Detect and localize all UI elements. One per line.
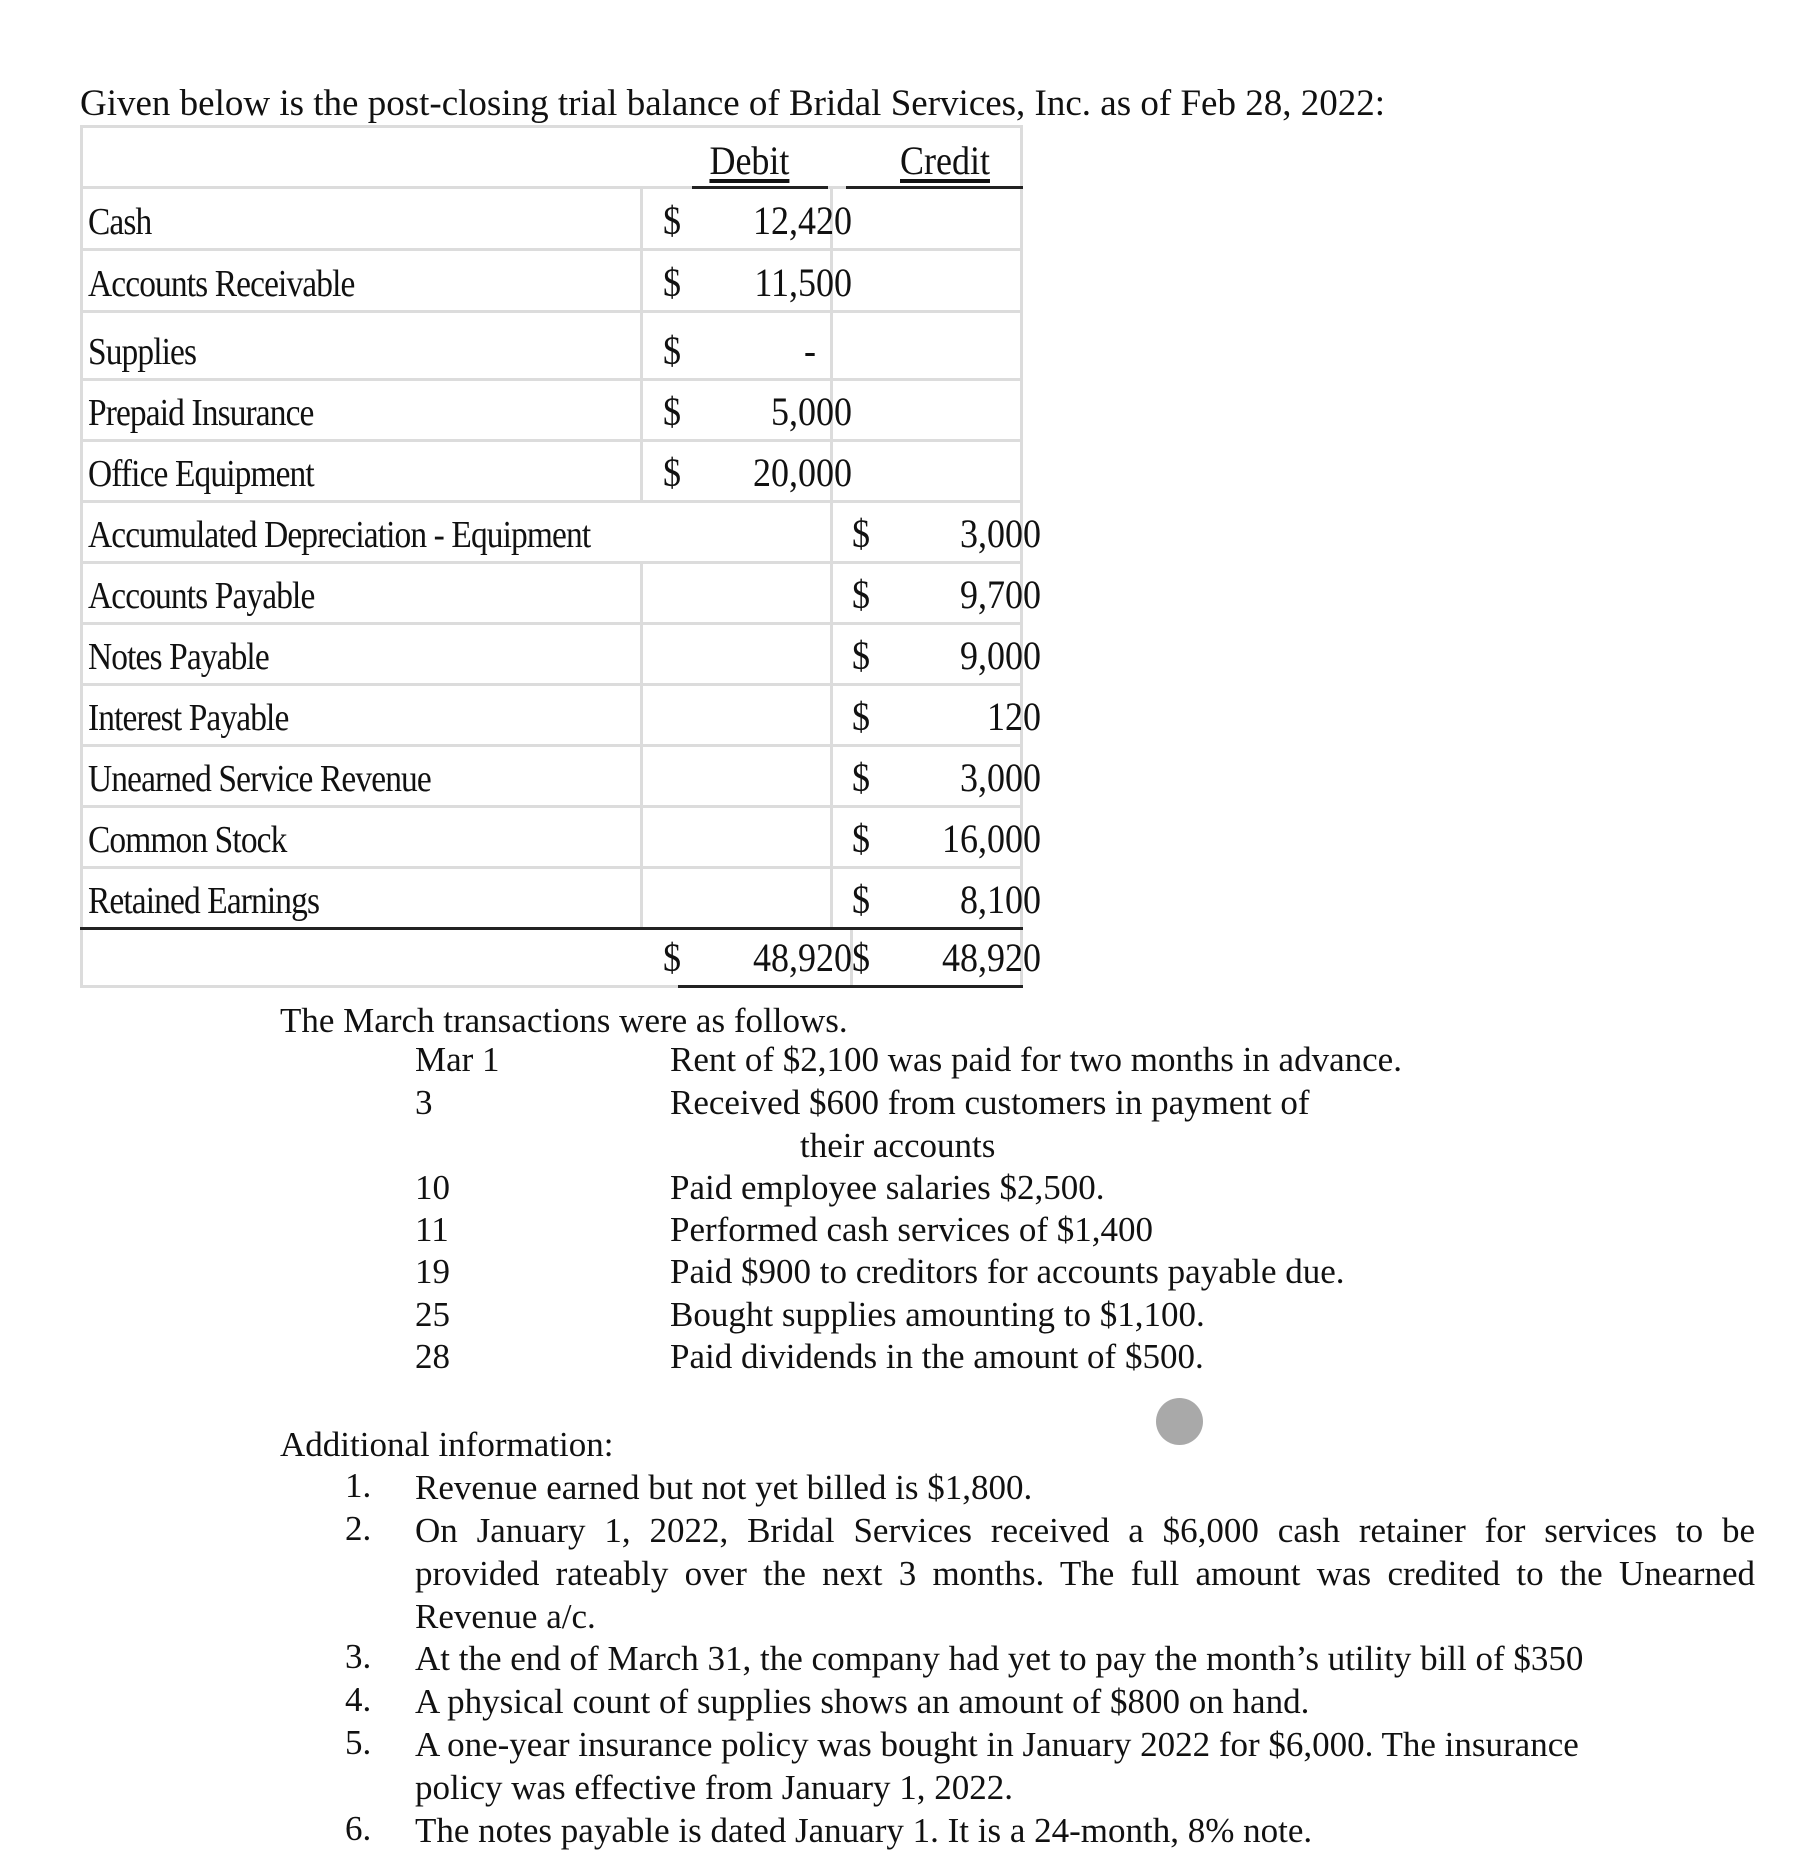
debit-amount: $ 20,000 xyxy=(663,450,852,495)
total-debit: $ 48,920 xyxy=(663,935,852,980)
list-number: 2. xyxy=(345,1509,372,1548)
list-number: 1. xyxy=(345,1466,372,1505)
transaction-day: 19 xyxy=(415,1252,450,1291)
list-number: 3. xyxy=(345,1637,372,1676)
account-name: Accounts Payable xyxy=(88,575,315,617)
list-number: 4. xyxy=(345,1680,372,1719)
list-item-text: policy was effective from January 1, 2022. xyxy=(415,1768,1014,1807)
list-item-text: The notes payable is dated January 1. It is a 24-month, 8% note. xyxy=(415,1811,1313,1850)
transaction-description-cont: their accounts xyxy=(800,1126,996,1165)
gray-dot xyxy=(1156,1398,1203,1445)
transaction-description: Paid $900 to creditors for accounts payable due. xyxy=(670,1252,1345,1291)
list-number: 5. xyxy=(345,1723,372,1762)
credit-amount: $ 8,100 xyxy=(852,877,1041,922)
intro-text: Given below is the post-closing trial balance of Bridal Services, Inc. as of Feb 28, 2022: xyxy=(80,83,1385,124)
list-item-text: On January 1, 2022, Bridal Services received a $6,000 cash retainer for services to be xyxy=(415,1511,1755,1550)
account-name: Cash xyxy=(88,201,152,243)
trial-balance-table xyxy=(80,125,1041,988)
list-item-text: Revenue earned but not yet billed is $1,800. xyxy=(415,1468,1033,1507)
list-item-text: At the end of March 31, the company had yet to pay the month’s utility bill of $350 xyxy=(415,1639,1584,1678)
account-name: Accumulated Depreciation - Equipment xyxy=(88,514,591,556)
table-row xyxy=(80,313,1023,381)
credit-header: Credit xyxy=(899,138,990,183)
list-item-text: A physical count of supplies shows an amount of $800 on hand. xyxy=(415,1682,1310,1721)
transaction-day: 11 xyxy=(415,1210,449,1249)
account-name: Supplies xyxy=(88,331,197,373)
credit-amount: $ 3,000 xyxy=(852,511,1041,556)
account-name: Unearned Service Revenue xyxy=(88,758,431,800)
debit-header: Debit xyxy=(709,138,790,183)
transaction-day: 28 xyxy=(415,1337,450,1376)
list-item-text: provided rateably over the next 3 months. The full amount was credited to the Unearned xyxy=(415,1554,1755,1593)
additional-info-heading: Additional information: xyxy=(280,1425,614,1464)
table-row xyxy=(80,808,1041,869)
account-name: Accounts Receivable xyxy=(88,263,355,305)
transaction-description: Paid employee salaries $2,500. xyxy=(670,1168,1105,1207)
account-name: Prepaid Insurance xyxy=(88,392,314,434)
credit-amount: $ 16,000 xyxy=(852,816,1041,861)
table-row xyxy=(80,381,1023,442)
transaction-description: Bought supplies amounting to $1,100. xyxy=(670,1295,1205,1334)
credit-amount: $ 120 xyxy=(852,694,1041,739)
transaction-day: 10 xyxy=(415,1168,450,1207)
account-name: Office Equipment xyxy=(88,453,314,495)
credit-amount: $ 9,700 xyxy=(852,572,1041,617)
transaction-description: Paid dividends in the amount of $500. xyxy=(670,1337,1204,1376)
table-row xyxy=(80,503,1041,564)
debit-amount: $ 11,500 xyxy=(663,260,852,305)
list-number: 6. xyxy=(345,1809,372,1848)
list-item-text: A one-year insurance policy was bought in January 2022 for $6,000. The insurance xyxy=(415,1725,1579,1764)
credit-amount: $ 3,000 xyxy=(852,755,1041,800)
account-name: Retained Earnings xyxy=(88,880,320,922)
transaction-description: Performed cash services of $1,400 xyxy=(670,1210,1154,1249)
list-item-text: Revenue a/c. xyxy=(415,1597,596,1636)
account-name: Notes Payable xyxy=(88,636,269,678)
table-header-row xyxy=(80,125,1023,189)
table-row xyxy=(80,686,1041,747)
account-name: Interest Payable xyxy=(88,697,289,739)
transaction-day: 3 xyxy=(415,1083,433,1122)
totals-row xyxy=(80,930,1041,988)
table-row xyxy=(80,442,1023,503)
transactions-heading: The March transactions were as follows. xyxy=(280,1001,848,1040)
transaction-description: Received $600 from customers in payment of xyxy=(670,1083,1310,1122)
credit-amount: $ 9,000 xyxy=(852,633,1041,678)
transaction-description: Rent of $2,100 was paid for two months in advance. xyxy=(670,1040,1402,1079)
table-row xyxy=(80,625,1041,686)
table-row xyxy=(80,251,1023,313)
debit-amount: $ - xyxy=(663,328,816,373)
table-row xyxy=(80,189,1023,251)
debit-amount: $ 12,420 xyxy=(663,198,852,243)
account-name: Common Stock xyxy=(88,819,287,861)
transaction-day: Mar 1 xyxy=(415,1040,500,1079)
table-row xyxy=(80,747,1041,808)
table-row xyxy=(80,564,1041,625)
debit-amount: $ 5,000 xyxy=(663,389,852,434)
transaction-day: 25 xyxy=(415,1295,450,1334)
total-credit: $ 48,920 xyxy=(852,935,1041,980)
table-row xyxy=(80,869,1041,930)
